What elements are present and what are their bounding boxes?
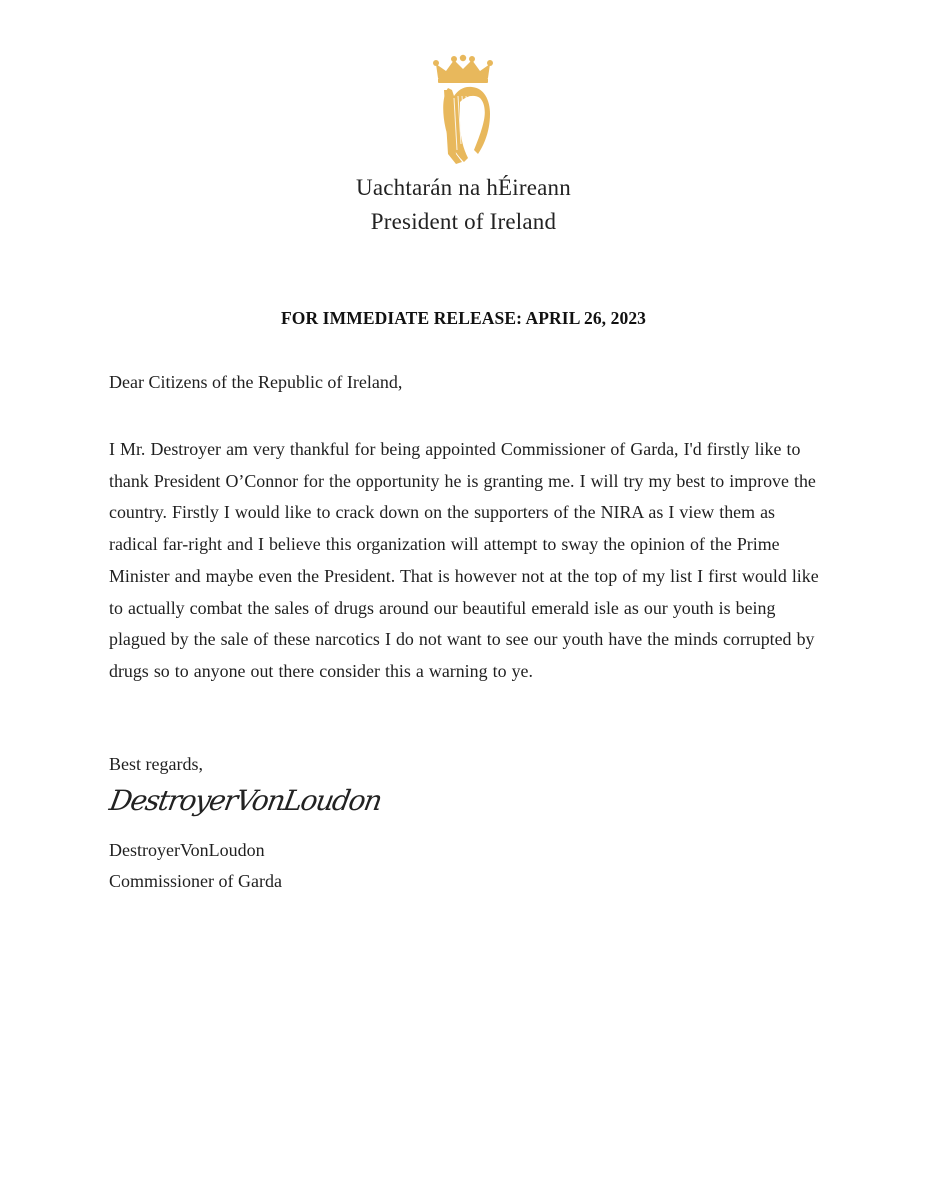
org-name-english: President of Ireland [370, 209, 557, 234]
letter-greeting: Dear Citizens of the Republic of Ireland, [109, 372, 403, 392]
harp-with-crown-icon [432, 54, 494, 164]
signature: DestroyerVonLoudon [107, 784, 384, 817]
org-name-irish: Uachtarán na hÉireann [356, 175, 571, 200]
signer-name: DestroyerVonLoudon [109, 840, 265, 860]
release-line: FOR IMMEDIATE RELEASE: APRIL 26, 2023 [280, 308, 647, 328]
letter-closing: Best regards, [109, 754, 203, 774]
letter-body: I Mr. Destroyer am very thankful for being appointed Commissioner of Garda, I'd firstly like to thank President O’Connor for the opportunity he is granting me. I will try my best to improve the country. Firstly I would like to crack down on the supporters of the NIRA as I view them as radical far-right and I believe this organization will attempt to sway the opinion of the Prime Minister and maybe even the President. That is however not at the top of my list I first would like to actually combat the sales of drugs around our beautiful emerald isle as our youth is being plagued by the sale of these narcotics I do not want to see our youth have the minds corrupted by drugs so to anyone out there consider this a warning to ye. [109, 439, 819, 681]
signer-title: Commissioner of Garda [109, 871, 282, 891]
